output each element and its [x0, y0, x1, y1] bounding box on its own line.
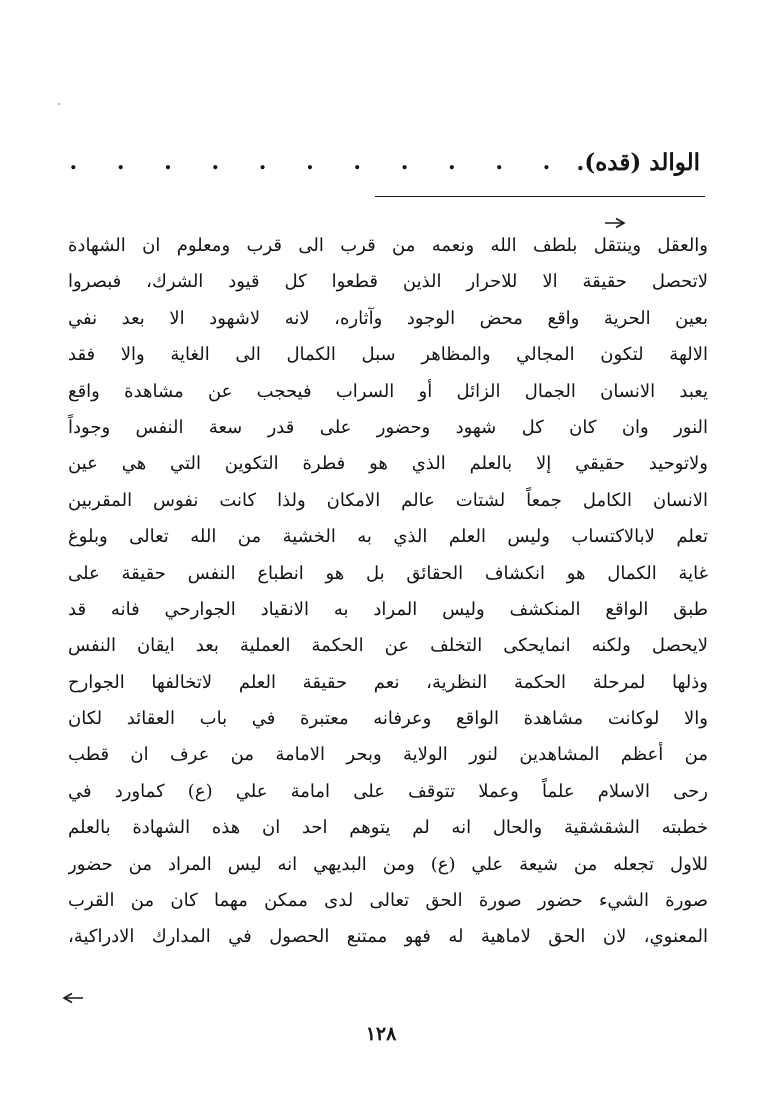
text-line: الانسان الكامل جمعاً لشتات عالم الامكان ولذا كانت نفوس المقربين — [68, 489, 708, 511]
text-line: يعبد الانسان الجمال الزائل أو السراب فيحجب عن مشاهدة واقع — [68, 380, 708, 402]
scan-speck — [58, 103, 60, 105]
header-rule — [375, 196, 705, 197]
text-line: النور وان كان كل شهود وحضور على قدر سعة النفس وجوداً — [68, 416, 708, 438]
page-number: ١٢٨ — [365, 1023, 397, 1045]
header-leader-dots: . . . . . . . . . . . — [69, 149, 567, 175]
text-line: صورة الشيء حضور صورة الحق تعالى لدى ممكن مهما كان من القرب — [68, 890, 708, 912]
text-line: المعنوي، لان الحق لاماهية له فهو ممتنع الحصول في المدارك الادراكية، — [68, 926, 708, 948]
text-line: بعين الحرية واقع محض الوجود وآثاره، لانه لاشهود الا بعد نفي — [68, 307, 708, 329]
text-line: الالهة لتكون المجالي والمظاهر سبل الكمال الى الغاية والا فقد — [68, 344, 708, 366]
text-line: لاتحصل حقيقة الا للاحرار الذين قطعوا كل قيود الشرك، فبصروا — [68, 271, 708, 293]
text-line: غاية الكمال هو انكشاف الحقائق بل هو انطباع النفس حقيقة على — [68, 562, 708, 584]
text-line: والا لوكانت مشاهدة الواقع وعرفانه معتبرة في باب العقائد لكان — [68, 708, 708, 730]
text-line: ولاتوحيد حقيقي إلا بالعلم الذي هو فطرة التكوين التي هي عين — [68, 453, 708, 475]
body-text — [68, 228, 708, 956]
text-line: من أعظم المشاهدين لنور الولاية وبحر الامامة من عرف ان قطب — [68, 744, 708, 766]
text-line: خطبته الشقشقية والحال انه لم يتوهم احد ان هذه الشهادة بالعلم — [68, 817, 708, 839]
text-line: لايحصل ولكنه انمايحكى التخلف عن الحكمة العملية بعد ايقان النفس — [68, 635, 708, 657]
header-title: الوالد (قده). — [576, 148, 700, 176]
text-line: رحى الاسلام علماً وعملا تتوقف على امامة علي (ع) كماورد في — [68, 780, 708, 802]
text-line: للاول تجعله من شيعة علي (ع) ومن البديهي انه ليس المراد من حضور — [68, 853, 708, 875]
text-line: طبق الواقع المنكشف وليس المراد به الانقياد الجوارحي فانه قد — [68, 598, 708, 620]
arrow-left-icon — [62, 992, 84, 1004]
text-line: والعقل وينتقل بلطف الله ونعمه من قرب الى قرب ومعلوم ان الشهادة — [68, 235, 708, 256]
text-line: تعلم لابالاكتساب وليس العلم الذي به الخشية من الله تعالى وبلوغ — [68, 526, 708, 548]
running-header — [70, 140, 700, 184]
text-line: وذلها لمرحلة الحكمة النظرية، نعم حقيقة العلم لاتخالفها الجوارح — [68, 671, 708, 693]
